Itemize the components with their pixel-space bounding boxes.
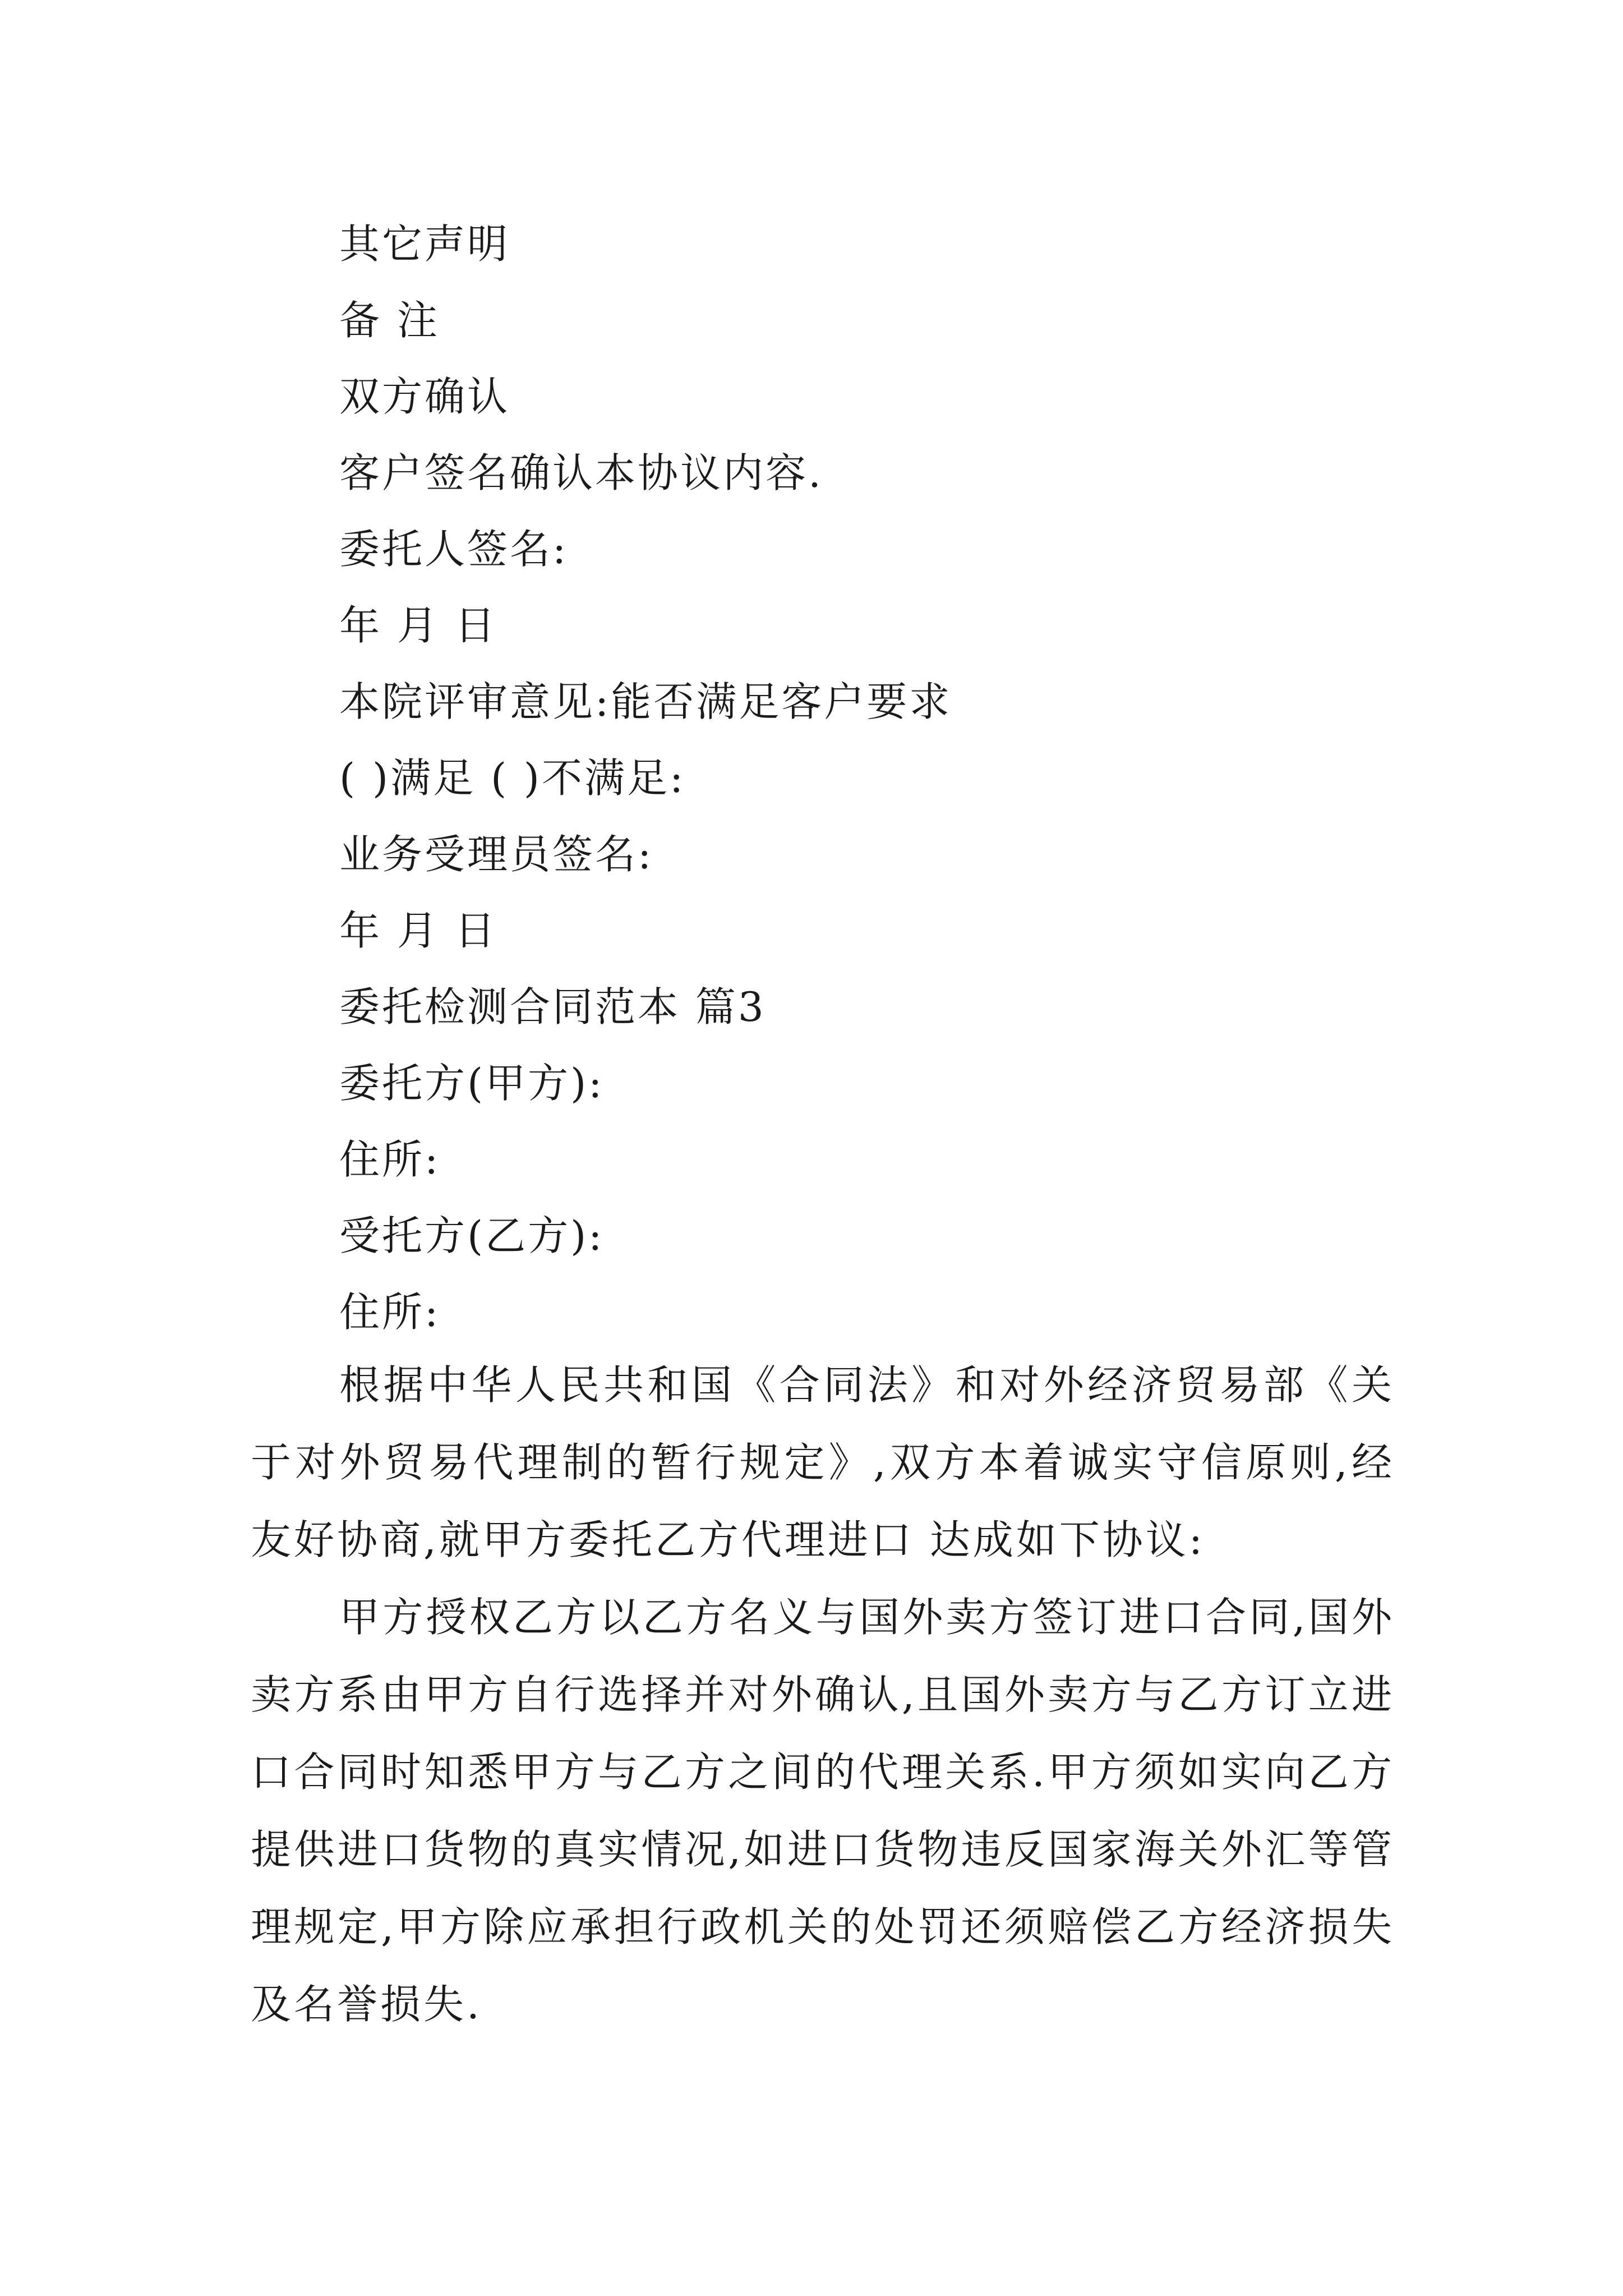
preamble-paragraph: 根据中华人民共和国《合同法》和对外经济贸易部《关于对外贸易代理制的暂行规定》,双方本着诚实守信原则,经友好协商,就甲方委托乙方代理进口 达成如下协议: (251, 1361, 1395, 1563)
section-title: 委托检测合同范本 篇3 (339, 983, 766, 1030)
party-a-address-label: 住所: (339, 1136, 441, 1183)
party-a-label: 委托方(甲方): (339, 1060, 605, 1107)
client-date-line: 年 月 日 (339, 602, 497, 649)
client-signature-label: 委托人签名: (339, 526, 569, 573)
authorization-paragraph: 甲方授权乙方以乙方名义与国外卖方签订进口合同,国外卖方系由甲方自行选择并对外确认,且国外卖方与乙方订立进口合同时知悉甲方与乙方之间的代理关系.甲方须如实向乙方提供进口货物的真实情况,如进口货物违反国家海关外汇等管理规定,甲方除应承担行政机关的处罚还须赔偿乙方经济损失及名誉损失. (251, 1594, 1395, 2028)
party-b-address-label: 住所: (339, 1289, 441, 1336)
clerk-date-line: 年 月 日 (339, 907, 497, 954)
client-signature-statement: 客户签名确认本协议内容. (339, 449, 823, 496)
heading-remarks: 备 注 (339, 297, 440, 344)
heading-mutual-confirmation: 双方确认 (339, 373, 510, 420)
clerk-signature-label: 业务受理员签名: (339, 831, 654, 878)
review-opinion-line: 本院评审意见:能否满足客户要求 (339, 678, 952, 725)
review-options-line: ( )满足 ( )不满足: (339, 754, 686, 802)
party-b-label: 受托方(乙方): (339, 1212, 605, 1259)
heading-other-statements: 其它声明 (339, 220, 510, 268)
